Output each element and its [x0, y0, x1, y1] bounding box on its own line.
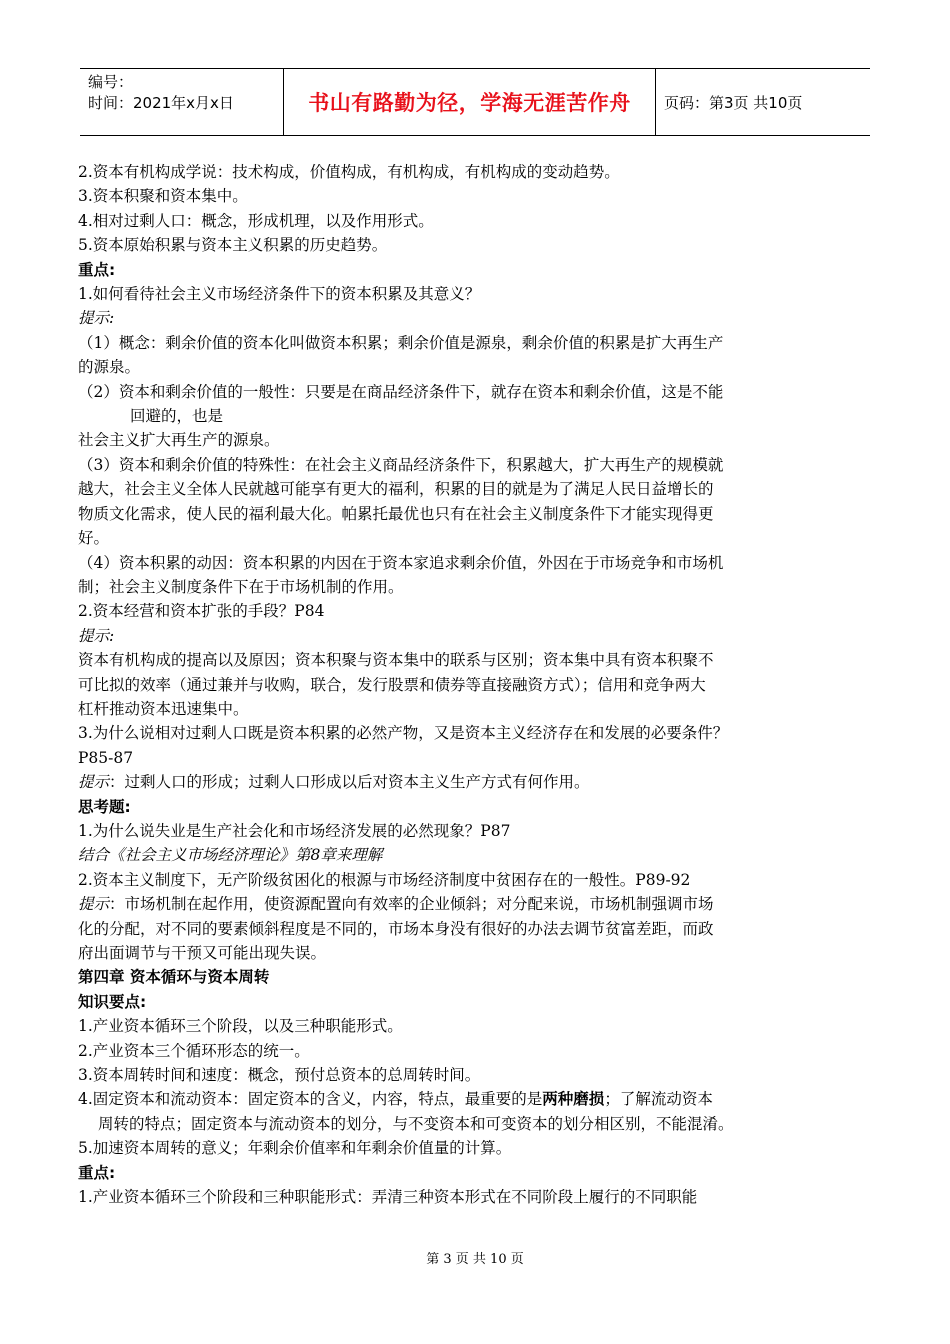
- body-text: [78, 160, 878, 1209]
- hint-label: 提示:: [78, 309, 115, 328]
- text-segment: ；了解流动资本: [604, 1090, 713, 1109]
- hint-label: 提示:: [78, 626, 115, 645]
- question-line: 3.为什么说相对过剩人口既是资本积累的必然产物，又是资本主义经济存在和发展的必要条件？: [78, 724, 729, 743]
- hint-line: [78, 892, 878, 916]
- text-line: 府出面调节与干预又可能出现失误。: [78, 944, 327, 962]
- text-line: 周转的特点；固定资本与流动资本的划分，与不变资本和可变资本的划分相区别，不能混淆。: [98, 1114, 734, 1133]
- page-header: [80, 68, 870, 136]
- section-heading: 思考题:: [78, 797, 131, 816]
- text-line: （2）资本和剩余价值的一般性：只要是在商品经济条件下，就存在资本和剩余价值，这是不能: [78, 382, 724, 401]
- hint-line: [78, 770, 878, 794]
- question-line: 1.产业资本循环三个阶段和三种职能形式：弄清三种资本形式在不同阶段上履行的不同职能: [78, 1188, 698, 1207]
- text-line: 物质文化需求，使人民的福利最大化。帕累托最优也只有在社会主义制度条件下才能实现得更: [78, 504, 714, 523]
- hint-label: 提示: [78, 895, 110, 914]
- text-line: 3.资本周转时间和速度：概念，预付总资本的总周转时间。: [78, 1066, 481, 1085]
- text-segment: 4.固定资本和流动资本：固定资本的含义，内容，特点，最重要的是: [78, 1090, 543, 1109]
- text-line: 化的分配，对不同的要素倾斜程度是不同的，市场本身没有很好的办法去调节贫富差距，而政: [78, 919, 714, 938]
- text-line: P85-87: [78, 748, 134, 767]
- text-line: 社会主义扩大再生产的源泉。: [78, 431, 280, 450]
- hint-text: ：过剩人口的形成；过剩人口形成以后对资本主义生产方式有何作用。: [109, 773, 590, 792]
- hint-label: 提示: [78, 773, 110, 792]
- section-heading: 重点:: [78, 260, 116, 279]
- text-line: （3）资本和剩余价值的特殊性：在社会主义商品经济条件下，积累越大，扩大再生产的规模就: [78, 455, 724, 474]
- text-line: 越大，社会主义全体人民就越可能享有更大的福利，积累的目的就是为了满足人民日益增长的: [78, 480, 714, 499]
- section-heading: 知识要点:: [78, 992, 147, 1011]
- text-line: 5.加速资本周转的意义；年剩余价值率和年剩余价值量的计算。: [78, 1139, 512, 1158]
- text-line: 资本有机构成的提高以及原因；资本积聚与资本集中的联系与区别；资本集中具有资本积聚不: [78, 651, 714, 670]
- hint-text: ：市场机制在起作用，使资源配置向有效率的企业倾斜；对分配来说，市场机制强调市场: [109, 895, 714, 914]
- text-line: 2.产业资本三个循环形态的统一。: [78, 1041, 310, 1060]
- section-heading: 重点:: [78, 1163, 116, 1182]
- header-page-cell: [656, 69, 870, 135]
- header-left-cell: [80, 69, 284, 135]
- number-label: 编号：: [88, 73, 134, 91]
- page-number-label: 页码：第3页 共10页: [664, 93, 803, 112]
- question-line: 2.资本主义制度下，无产阶级贫困化的根源与市场经济制度中贫困存在的一般性。P89-92: [78, 870, 691, 889]
- text-line: [78, 1087, 878, 1111]
- reference-note: 结合《社会主义市场经济理论》第8章来理解: [78, 846, 383, 865]
- text-line: （1）概念：剩余价值的资本化叫做资本积累；剩余价值是源泉，剩余价值的积累是扩大再生产: [78, 333, 724, 352]
- question-line: 1.如何看待社会主义市场经济条件下的资本积累及其意义？: [78, 285, 481, 304]
- text-line: 2.资本有机构成学说：技术构成，价值构成，有机构成，有机构成的变动趋势。: [78, 163, 620, 181]
- motto-text: 书山有路勤为径，学海无涯苦作舟: [308, 91, 631, 115]
- time-label: 时间：2021年x月x日: [88, 94, 234, 112]
- page-footer: 第 3 页 共 10 页: [426, 1252, 524, 1267]
- text-line: 可比拟的效率（通过兼并与收购，联合，发行股票和债券等直接融资方式）；信用和竞争两大: [78, 675, 706, 694]
- text-line: 好。: [78, 529, 110, 548]
- text-line: 3.资本积聚和资本集中。: [78, 187, 248, 206]
- text-line: 5.资本原始积累与资本主义积累的历史趋势。: [78, 236, 388, 255]
- question-line: 2.资本经营和资本扩张的手段？P84: [78, 602, 325, 621]
- chapter-title: 第四章 资本循环与资本周转: [78, 968, 270, 987]
- text-line: 制；社会主义制度条件下在于市场机制的作用。: [78, 577, 404, 596]
- question-line: 1.为什么说失业是生产社会化和市场经济发展的必然现象？P87: [78, 821, 511, 840]
- text-line: 4.相对过剩人口：概念，形成机理，以及作用形式。: [78, 211, 434, 230]
- text-line: 回避的，也是: [130, 407, 224, 426]
- text-line: （4）资本积累的动因：资本积累的内因在于资本家追求剩余价值，外因在于市场竞争和市场机: [78, 553, 724, 572]
- emphasis-text: 两种磨损: [542, 1090, 605, 1109]
- text-line: 的源泉。: [78, 358, 141, 377]
- text-line: 杠杆推动资本迅速集中。: [78, 699, 249, 718]
- header-motto-cell: [284, 69, 656, 135]
- text-line: 1.产业资本循环三个阶段，以及三种职能形式。: [78, 1017, 403, 1036]
